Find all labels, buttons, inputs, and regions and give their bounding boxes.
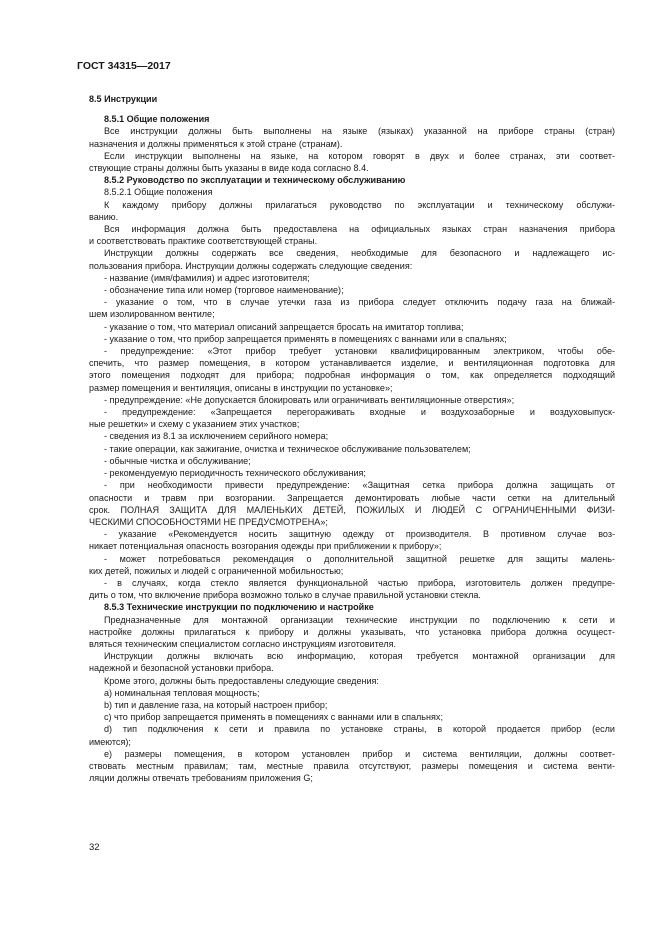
text-line: - сведения из 8.1 за исключением серийного номера; [104,431,329,442]
text-line: 8.5.2.1 Общие положения [104,187,213,198]
text-line: никает потенциальная опасность возгорания одежды при приближении к прибору»; [89,541,442,552]
text-line: e) размеры помещения, в котором установлен прибор и система вентиляции, должны соответ- [104,748,615,759]
text-line: Инструкции должны содержать все сведения, необходимые для безопасного и надлежащего ис- [104,248,615,259]
text-lines [89,113,615,784]
text-line: - указание о том, что материал описаний запрещается бросать на имитатор топлива; [104,321,464,332]
text-line: ствующие страны должны быть указаны в виде кода согласно 8.4. [89,163,369,174]
text-line: ствовать местным правилам; там, местные правила отсутствуют, размеры помещения и система венти- [89,760,615,771]
text-line: b) тип и давление газа, на который настроен прибор; [104,699,328,710]
text-line: - указание «Рекомендуется носить защитную одежду от производителя. В противном случае воз- [104,529,615,540]
text-line: c) что прибор запрещается применять в помещениях с ваннами или в спальнях; [104,712,443,723]
text-line: Все инструкции должны быть выполнены на языке (языках) указанной на приборе страны (стран) [104,126,615,137]
text-line: - может потребоваться рекомендация о дополнительной защитной решетке для защиты малень- [104,553,615,564]
text-line: спечить, что размер помещения, в котором устанавливается изделие, и вентиляционная подготовка для [89,358,615,369]
text-line: - рекомендуемую периодичность технического обслуживания; [104,468,366,479]
text-line: этого помещения подходят для прибора; подробная информация о том, как определяется подходящий [89,370,615,381]
text-line: - такие операции, как зажигание, очистка и техническое обслуживание пользователем; [104,443,471,454]
text-line: К каждому прибору должны прилагаться руководство по эксплуатации и техническому обслужи- [104,199,615,210]
text-line: d) тип подключения к сети и правила по установке страны, в которой продается прибор (если [104,724,615,735]
text-line: - обычные чистка и обслуживание; [104,455,251,466]
text-line: Инструкции должны включать всю информацию, которая требуется монтажной организации для [104,651,615,662]
document-code-header: ГОСТ 34315—2017 [77,60,171,72]
text-line: настройке должны прилагаться к прибору и должны указывать, что установка прибора должна осущест- [89,626,615,637]
page-number: 32 [89,842,100,853]
section-title: 8.5 Инструкции [89,94,158,104]
subsection-heading: 8.5.2 Руководство по эксплуатации и техническому обслуживанию [104,175,406,186]
text-line: ЧЕСКИМИ СПОСОБНОСТЯМИ НЕ ПРЕДУСМОТРЕНА»; [89,516,328,527]
text-line: - предупреждение: «Запрещается перегораживать входные и воздухозаборные и воздуховыпуск- [104,407,615,418]
text-line: надежной и безопасной установки прибора. [89,663,274,674]
text-line: Кроме этого, должны быть предоставлены следующие сведения: [104,675,379,686]
text-line: размер помещения и вентиляция, описаны в инструкции по установке»; [89,382,393,393]
text-line: а) номинальная тепловая мощность; [104,687,260,698]
text-line: - предупреждение: «Этот прибор требует установки квалифицированным электриком, чтобы обе- [104,346,615,357]
text-line: ляции должны отвечать требованиям приложения G; [89,773,313,784]
subsection-heading: 8.5.3 Технические инструкции по подключению и настройке [104,602,374,613]
text-line: - название (имя/фамилия) и адрес изготовителя; [104,272,310,283]
text-line: - при необходимости привести предупреждение: «Защитная сетка прибора должна защищать от [104,480,615,491]
text-line: срок. ПОЛНАЯ ЗАЩИТА ДЛЯ МАЛЕНЬКИХ ДЕТЕЙ, ПОЖИЛЫХ И ЛЮДЕЙ С ОГРАНИЧЕННЫМИ ФИЗИ- [89,504,615,515]
text-line: пользования прибора. Инструкции должны содержать следующие сведения: [89,260,413,271]
text-line: назначения и должны применяться к этой стране (странам). [89,138,343,149]
text-line: Предназначенные для монтажной организации технические инструкции по подключению к сети и [104,614,615,625]
text-line: опасности и травм при возгорании. Запрещается демонтировать любые части сетки на длительный [89,492,615,503]
text-line: - указание о том, что в случае утечки газа из прибора следует отключить подачу газа на ближай- [104,297,615,308]
text-line: и соответствовать практике соответствующей страны. [89,236,318,247]
text-line: ванию. [89,211,119,222]
text-line: шем изолированном вентиле; [89,309,215,320]
text-line: дить о том, что включение прибора возможно только в случае правильной установки стекла. [89,590,481,601]
document-body [89,93,615,784]
subsection-heading: 8.5.1 Общие положения [104,114,210,125]
text-line: вляться техническим специалистом согласно инструкциям изготовителя. [89,638,397,649]
text-line: ные решетки» и схему с указанием этих участков; [89,419,300,430]
text-line: - указание о том, что прибор запрещается применять в помещениях с ваннами или в спальнях; [104,333,507,344]
text-line: Если инструкции выполнены на языке, на котором говорят в двух и более странах, эти соответ- [104,150,615,161]
text-line: Вся информация должна быть предоставлена на официальных языках стран назначения прибора [104,224,615,235]
text-line: ких детей, пожилых и людей с ограниченной мобильностью; [89,565,344,576]
text-line: - обозначение типа или номер (торговое наименование); [104,285,344,296]
text-line: имеются); [89,736,131,747]
text-line: - предупреждение: «Не допускается блокировать или ограничивать вентиляционные отверстия»; [104,394,515,405]
text-line: - в случаях, когда стекло является функциональной частью прибора, изготовитель должен предупре- [104,577,615,588]
